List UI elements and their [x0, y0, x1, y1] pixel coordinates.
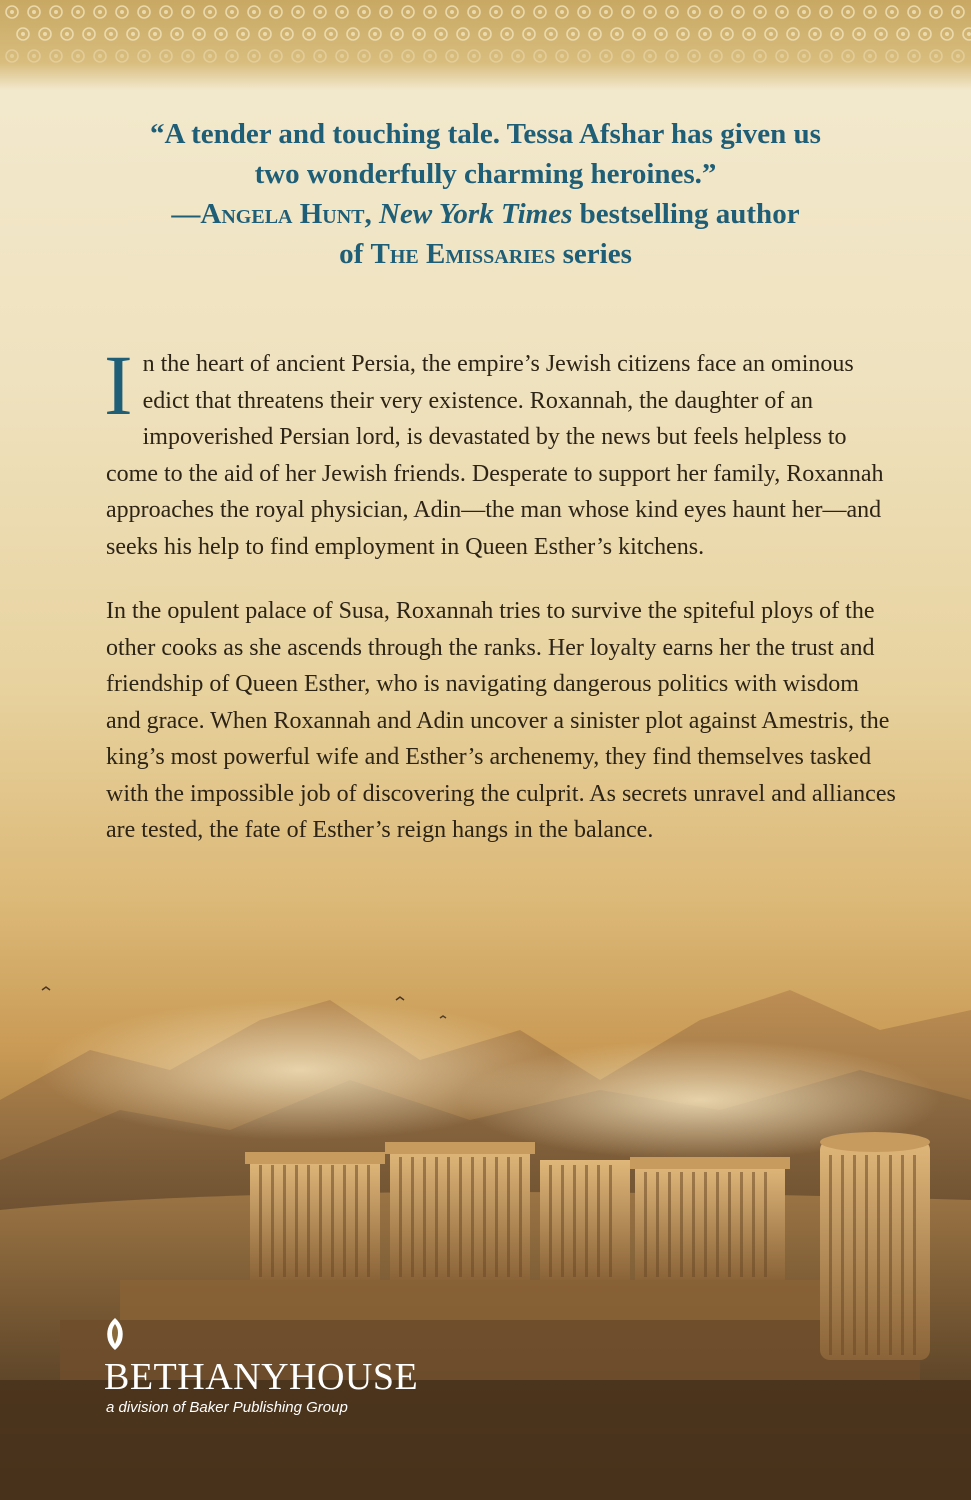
publisher-name: BETHANYHOUSE [104, 1356, 419, 1398]
bethany-house-logo-icon [104, 1316, 126, 1357]
quote-series-line [60, 234, 911, 274]
attribution-comma: , [364, 198, 380, 230]
book-description [104, 337, 896, 849]
drop-cap: I [104, 337, 133, 433]
quote-attribution [60, 194, 911, 234]
attribution-dash: — [171, 198, 201, 230]
quote-line-1: “A tender and touching tale. Tessa Afshar has given us [150, 118, 821, 150]
publisher-imprint [104, 1316, 424, 1416]
publication-name: New York Times [379, 198, 573, 230]
attribution-rest: bestselling author [572, 198, 800, 230]
palace-landscape-illustration [0, 960, 971, 1500]
series-prefix: of [339, 238, 371, 270]
publisher-division: a division of Baker Publishing Group [106, 1399, 348, 1416]
endorser-name: Angela Hunt [200, 198, 365, 230]
quote-line-2: two wonderfully charming heroines.” [254, 158, 717, 190]
paragraph-1-text: n the heart of ancient Persia, the empire’s Jewish citizens face an ominous edict that threatens their very existence. Roxannah, the daughter of an impoverished Persian lord, is devastated by the news but feels helpless to come to the aid of her Jewish friends. Desperate to support her family, Roxannah approaches the royal physician, Adin—the man whose kind eyes haunt her—and seeks his help to find employment in Queen Esther’s kitchens. [106, 351, 884, 560]
ornamental-border [0, 0, 971, 90]
description-paragraph-1 [104, 337, 896, 565]
series-name: The Emissaries [370, 238, 556, 270]
series-suffix: series [555, 238, 632, 270]
endorsement-quote [60, 114, 911, 274]
ornament-pattern [0, 0, 971, 90]
description-paragraph-2: In the opulent palace of Susa, Roxannah tries to survive the spiteful ploys of the other cooks as she ascends through the ranks. Her loyalty earns her the trust and friendship of Queen Esther, who is navigating dangerous politics with wisdom and grace. When Roxannah and Adin uncover a sinister plot against Amestris, the king’s most powerful wife and Esther’s archenemy, they find themselves tasked with the impossible job of discovering the culprit. As secrets unravel and alliances are tested, the fate of Esther’s reign hangs in the balance. [106, 598, 896, 843]
